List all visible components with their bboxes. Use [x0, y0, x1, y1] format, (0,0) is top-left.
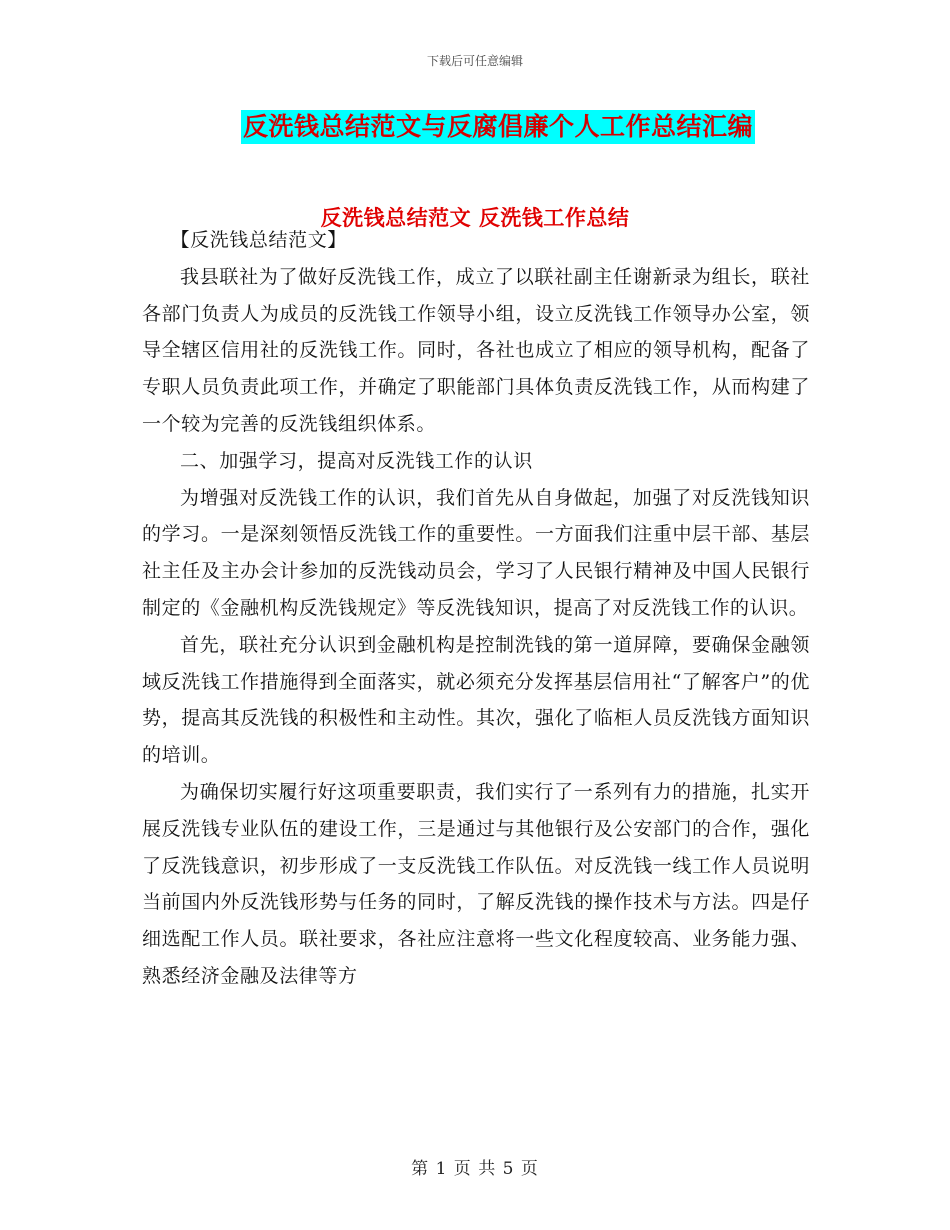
document-subtitle: 反洗钱总结范文 反洗钱工作总结: [320, 206, 630, 230]
paragraph: 我县联社为了做好反洗钱工作，成立了以联社副主任谢新录为组长，联社各部门负责人为成员的反洗钱工作领导小组，设立反洗钱工作领导办公室，领导全辖区信用社的反洗钱工作。同时，各社也成立了相应的领导机构，配备了专职人员负责此项工作，并确定了职能部门具体负责反洗钱工作，从而构建了一个较为完善的反洗钱组织体系。: [142, 265, 810, 435]
paragraph: 为确保切实履行好这项重要职责，我们实行了一系列有力的措施，扎实开展反洗钱专业队伍的建设工作，三是通过与其他银行及公安部门的合作，强化了反洗钱意识，初步形成了一支反洗钱工作队伍。对反洗钱一线工作人员说明当前国内外反洗钱形势与任务的同时，了解反洗钱的操作技术与方法。四是仔细选配工作人员。联社要求，各社应注意将一些文化程度较高、业务能力强、熟悉经济金融及法律等方: [142, 780, 810, 987]
document-body: [142, 222, 810, 995]
paragraph: 首先，联社充分认识到金融机构是控制洗钱的第一道屏障，要确保金融领域反洗钱工作措施得到全面落实，就必须充分发挥基层信用社“了解客户”的优势，提高其反洗钱的积极性和主动性。其次，强化了临柜人员反洗钱方面知识的培训。: [142, 633, 810, 767]
paragraph: 为增强对反洗钱工作的认识，我们首先从自身做起，加强了对反洗钱知识的学习。一是深刻领悟反洗钱工作的重要性。一方面我们注重中层干部、基层社主任及主办会计参加的反洗钱动员会，学习了人民银行精神及中国人民银行制定的《金融机构反洗钱规定》等反洗钱知识，提高了对反洗钱工作的认识。: [142, 486, 810, 619]
document-title: 反洗钱总结范文与反腐倡廉个人工作总结汇编: [241, 110, 755, 144]
page-header-note: 下载后可任意编辑: [426, 54, 523, 68]
section-heading: 二、加强学习，提高对反洗钱工作的认识: [180, 449, 533, 472]
document-title-block: [0, 110, 950, 144]
page-number-footer: 第 1 页 共 5 页: [411, 1159, 539, 1179]
section-label: 【反洗钱总结范文】: [170, 229, 347, 251]
